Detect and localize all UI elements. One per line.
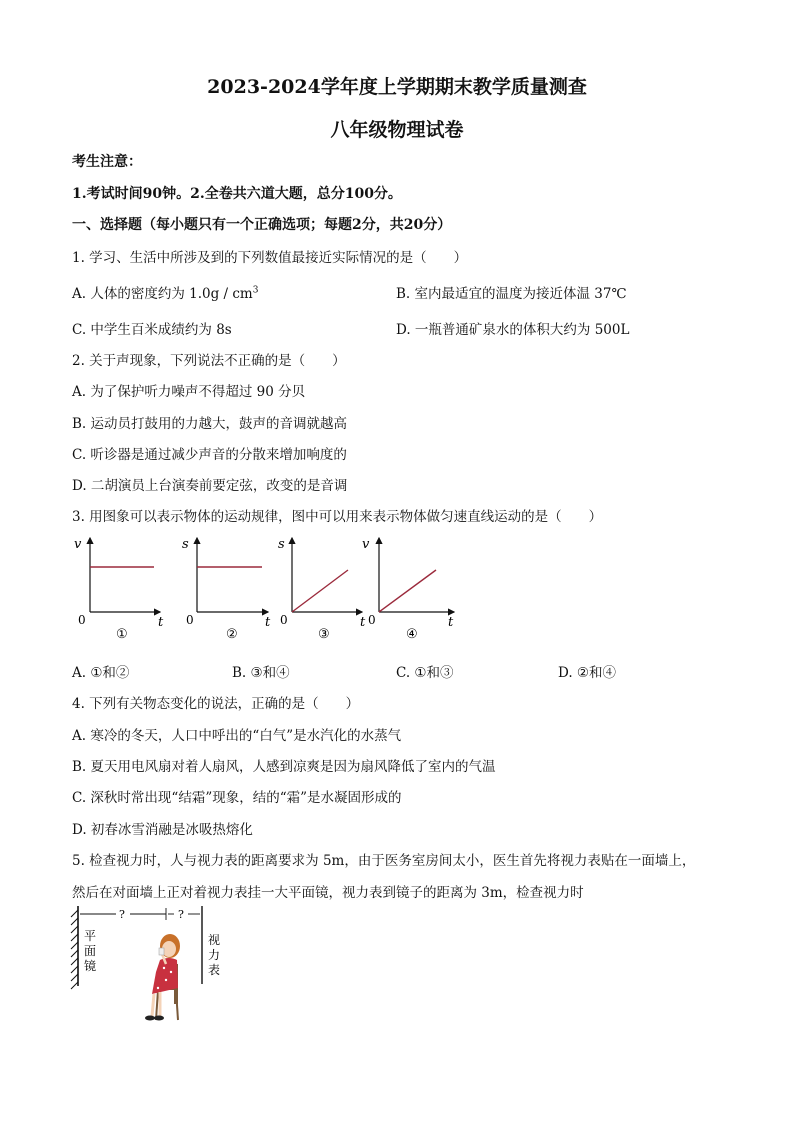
q5-eye-test-figure <box>66 902 236 1032</box>
q2-option-a: A. 为了保护听力噪声不得超过 90 分贝 <box>72 384 306 400</box>
q3-option-d: D. ②和④ <box>558 665 617 681</box>
q2-option-d: D. 二胡演员上台演奏前要定弦，改变的是音调 <box>72 478 348 494</box>
mirror-label-1: 平 <box>84 929 97 943</box>
q4-option-c: C. 深秋时常出现“结霜”现象，结的“霜”是水凝固形成的 <box>72 790 402 806</box>
graph-2-origin: 0 <box>186 613 194 627</box>
q1-option-a <box>72 282 258 302</box>
q1-option-a-text: A. 人体的密度约为 1.0g / cm <box>72 286 253 302</box>
q4-option-d: D. 初春冰雪消融是冰吸热熔化 <box>72 822 253 838</box>
q2-option-c: C. 听诊器是通过减少声音的分散来增加响度的 <box>72 447 347 463</box>
q3-option-b: B. ③和④ <box>232 665 290 681</box>
q2-stem: 2. 关于声现象，下列说法不正确的是（ ） <box>72 353 346 369</box>
graph-4-xlabel: t <box>448 615 454 630</box>
graph-1-label: ① <box>116 627 128 642</box>
q1-stem: 1. 学习、生活中所涉及到的下列数值最接近实际情况的是（ ） <box>72 250 468 266</box>
graph-3-origin: 0 <box>280 613 288 627</box>
graph-1-xlabel: t <box>158 615 164 630</box>
mirror-wall <box>71 906 78 989</box>
q4-option-a: A. 寒冷的冬天，人口中呼出的“白气”是水汽化的水蒸气 <box>72 728 402 744</box>
section-heading: 一、选择题（每小题只有一个正确选项；每题2分，共20分） <box>72 217 452 233</box>
chart-label-3: 表 <box>208 963 221 977</box>
graph-2-label: ② <box>226 627 238 642</box>
chart-label-2: 力 <box>208 948 221 962</box>
q4-stem: 4. 下列有关物态变化的说法，正确的是（ ） <box>72 696 360 712</box>
graph-4-ylabel: v <box>362 537 370 552</box>
q3-option-c: C. ①和③ <box>396 665 454 681</box>
distance-label-1: ? <box>119 908 125 921</box>
graph-4 <box>362 537 454 642</box>
graph-2-ylabel: s <box>182 537 189 552</box>
q3-stem: 3. 用图象可以表示物体的运动规律，图中可以用来表示物体做匀速直线运动的是（ ） <box>72 509 603 525</box>
distance-markers <box>80 908 200 921</box>
chart-label-1: 视 <box>208 933 221 947</box>
graph-1-origin: 0 <box>78 613 86 627</box>
q5-stem-line2: 然后在对面墙上正对着视力表挂一大平面镜，视力表到镜子的距离为 3m，检查视力时 <box>72 885 584 901</box>
q1-option-a-sup: 3 <box>252 285 259 296</box>
exam-subtitle: 八年级物理试卷 <box>330 119 464 141</box>
graph-1 <box>74 537 164 642</box>
graph-3-xlabel: t <box>360 615 366 630</box>
graph-3-label: ③ <box>318 627 330 642</box>
graph-1-ylabel: v <box>74 537 82 552</box>
q4-option-b: B. 夏天用电风扇对着人扇风，人感到凉爽是因为扇风降低了室内的气温 <box>72 759 496 775</box>
q1-option-c: C. 中学生百米成绩约为 8s <box>72 322 232 338</box>
q2-option-b: B. 运动员打鼓用的力越大，鼓声的音调就越高 <box>72 416 348 432</box>
notice-heading: 考生注意： <box>72 154 142 170</box>
seated-girl-illustration <box>145 934 180 1021</box>
graph-2 <box>182 537 271 642</box>
q3-graphs-figure <box>68 532 468 647</box>
graph-4-line <box>379 570 436 612</box>
exam-title: 2023-2024学年度上学期期末教学质量测查 <box>207 76 587 98</box>
graph-3-line <box>292 570 348 612</box>
graph-2-xlabel: t <box>265 615 271 630</box>
notice-content: 1.考试时间90钟。2.全卷共六道大题，总分100分。 <box>72 186 402 202</box>
q3-option-a: A. ①和② <box>72 665 130 681</box>
q5-stem-line1: 5. 检查视力时，人与视力表的距离要求为 5m，由于医务室房间太小，医生首先将视力表贴在一面墙上， <box>72 853 696 869</box>
q1-option-d: D. 一瓶普通矿泉水的体积大约为 500L <box>396 322 630 338</box>
mirror-label-2: 面 <box>84 944 97 958</box>
graph-4-origin: 0 <box>368 613 376 627</box>
graph-4-label: ④ <box>406 627 418 642</box>
distance-label-2: ? <box>178 908 184 921</box>
mirror-label-3: 镜 <box>84 959 97 973</box>
q1-option-b: B. 室内最适宜的温度为接近体温 37℃ <box>396 286 627 302</box>
graph-3 <box>278 537 366 642</box>
graph-3-ylabel: s <box>278 537 285 552</box>
